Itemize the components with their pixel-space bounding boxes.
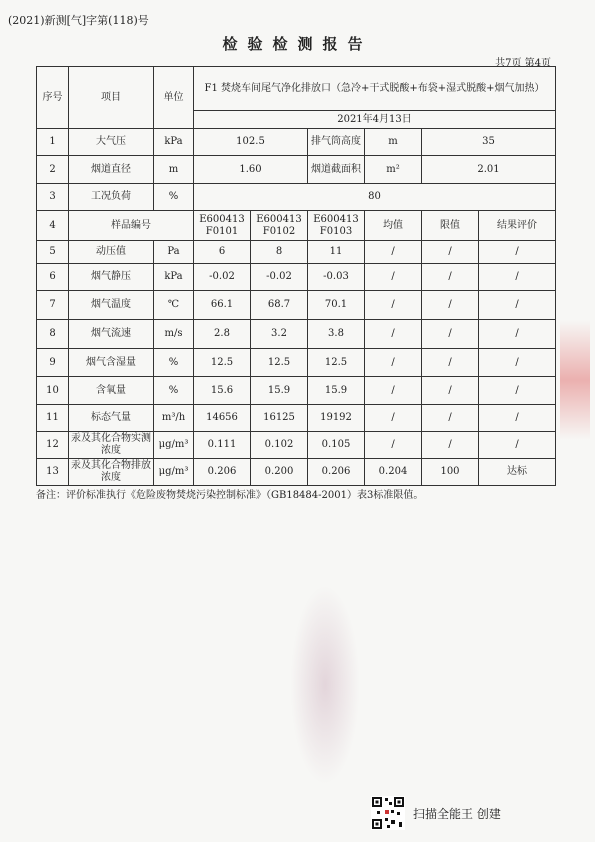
row-v2: -0.02	[251, 264, 308, 291]
header-limit: 限值	[422, 211, 479, 241]
row-item: 工况负荷	[69, 184, 154, 211]
row-value: 1.60	[194, 156, 308, 184]
row-result: /	[479, 320, 556, 349]
row-value: 102.5	[194, 129, 308, 156]
row-seq: 12	[37, 432, 69, 459]
row-unit2: m	[365, 129, 422, 156]
row-result: /	[479, 432, 556, 459]
scan-smudge	[290, 585, 360, 785]
row-v2: 68.7	[251, 291, 308, 320]
row-v1: 15.6	[194, 377, 251, 405]
row-item: 烟气含湿量	[69, 349, 154, 377]
row-limit: /	[422, 377, 479, 405]
table-row	[37, 432, 556, 459]
remark-note: 备注：评价标准执行《危险废物焚烧污染控制标准》（GB18484-2001）表3标准限值。	[36, 490, 424, 501]
row-seq: 1	[37, 129, 69, 156]
row-item: 含氧量	[69, 377, 154, 405]
row-item: 汞及其化合物排放浓度	[69, 459, 154, 486]
row-unit: m	[154, 156, 194, 184]
row-item: 样品编号	[69, 211, 194, 241]
row-v3: 12.5	[308, 349, 365, 377]
table-row	[37, 241, 556, 264]
row-limit: /	[422, 264, 479, 291]
row-item: 标态气量	[69, 405, 154, 432]
table-row	[37, 320, 556, 349]
row-limit: /	[422, 291, 479, 320]
row-v1: 6	[194, 241, 251, 264]
row-v3: 19192	[308, 405, 365, 432]
table-row	[37, 264, 556, 291]
header-result: 结果评价	[479, 211, 556, 241]
row-v3: 0.206	[308, 459, 365, 486]
row-unit: μg/m³	[154, 459, 194, 486]
row-seq: 11	[37, 405, 69, 432]
row-limit: /	[422, 349, 479, 377]
row-avg: /	[365, 432, 422, 459]
table-row	[37, 349, 556, 377]
page-info: 共7页 第4页	[495, 58, 551, 69]
row-v3: 0.105	[308, 432, 365, 459]
row-limit: 100	[422, 459, 479, 486]
scanner-brand-label: 扫描全能王 创建	[413, 806, 501, 821]
row-item2: 烟道截面积	[308, 156, 365, 184]
row-unit: ℃	[154, 291, 194, 320]
row-limit: /	[422, 320, 479, 349]
row-avg: /	[365, 405, 422, 432]
row-result: /	[479, 291, 556, 320]
row-limit: /	[422, 241, 479, 264]
row-limit: /	[422, 405, 479, 432]
row-v1: 0.206	[194, 459, 251, 486]
row-value2: 35	[422, 129, 556, 156]
row-seq: 6	[37, 264, 69, 291]
table-row	[37, 184, 556, 211]
row-v1: 66.1	[194, 291, 251, 320]
table-row	[37, 377, 556, 405]
row-unit: m³/h	[154, 405, 194, 432]
row-item: 烟气静压	[69, 264, 154, 291]
row-unit: μg/m³	[154, 432, 194, 459]
row-v2: 0.102	[251, 432, 308, 459]
row-value2: 2.01	[422, 156, 556, 184]
row-result: /	[479, 377, 556, 405]
row-avg: /	[365, 264, 422, 291]
row-unit: %	[154, 377, 194, 405]
row-result: /	[479, 241, 556, 264]
row-seq: 13	[37, 459, 69, 486]
sampling-date: 2021年4月13日	[194, 111, 556, 129]
sample-id-2: E600413 F0102	[251, 211, 308, 241]
row-v2: 16125	[251, 405, 308, 432]
qr-code-icon	[371, 796, 405, 830]
row-avg: /	[365, 377, 422, 405]
row-seq: 9	[37, 349, 69, 377]
row-value: 80	[194, 184, 556, 211]
row-item: 汞及其化合物实测浓度	[69, 432, 154, 459]
table-row	[37, 405, 556, 432]
row-seq: 7	[37, 291, 69, 320]
row-unit: Pa	[154, 241, 194, 264]
source-description: F1 焚烧车间尾气净化排放口（急冷+干式脱酸+布袋+湿式脱酸+烟气加热）	[194, 67, 556, 111]
row-v3: 70.1	[308, 291, 365, 320]
row-v1: -0.02	[194, 264, 251, 291]
row-v1: 0.111	[194, 432, 251, 459]
row-v2: 15.9	[251, 377, 308, 405]
report-title: 检验检测报告	[222, 35, 373, 53]
header-average: 均值	[365, 211, 422, 241]
seal-edge-mark	[560, 320, 590, 440]
table-row	[37, 291, 556, 320]
document-number: (2021)新测[气]字第(118)号	[8, 14, 149, 27]
sample-id-1: E600413 F0101	[194, 211, 251, 241]
row-v3: 15.9	[308, 377, 365, 405]
table-row	[37, 156, 556, 184]
row-result: /	[479, 264, 556, 291]
row-seq: 4	[37, 211, 69, 241]
row-v1: 2.8	[194, 320, 251, 349]
table-row	[37, 459, 556, 486]
report-table	[36, 66, 556, 486]
row-item: 大气压	[69, 129, 154, 156]
header-unit: 单位	[154, 67, 194, 129]
row-v1: 12.5	[194, 349, 251, 377]
row-v2: 0.200	[251, 459, 308, 486]
row-unit: %	[154, 349, 194, 377]
row-v3: -0.03	[308, 264, 365, 291]
header-seq: 序号	[37, 67, 69, 129]
row-limit: /	[422, 432, 479, 459]
sample-id-row	[37, 211, 556, 241]
row-v3: 3.8	[308, 320, 365, 349]
row-result: /	[479, 349, 556, 377]
row-v3: 11	[308, 241, 365, 264]
row-item: 烟道直径	[69, 156, 154, 184]
row-unit: m/s	[154, 320, 194, 349]
row-v2: 8	[251, 241, 308, 264]
header-item: 项目	[69, 67, 154, 129]
row-item: 烟气流速	[69, 320, 154, 349]
scanner-footer	[371, 796, 501, 830]
row-avg: 0.204	[365, 459, 422, 486]
sample-id-3: E600413 F0103	[308, 211, 365, 241]
row-seq: 2	[37, 156, 69, 184]
table-header-row	[37, 67, 556, 111]
row-item: 烟气温度	[69, 291, 154, 320]
row-v1: 14656	[194, 405, 251, 432]
row-unit: kPa	[154, 264, 194, 291]
row-avg: /	[365, 291, 422, 320]
row-result: /	[479, 405, 556, 432]
table-row	[37, 129, 556, 156]
row-seq: 10	[37, 377, 69, 405]
row-item: 动压值	[69, 241, 154, 264]
row-unit2: m²	[365, 156, 422, 184]
row-avg: /	[365, 241, 422, 264]
row-result: 达标	[479, 459, 556, 486]
row-unit: kPa	[154, 129, 194, 156]
row-unit: %	[154, 184, 194, 211]
row-v2: 3.2	[251, 320, 308, 349]
row-item2: 排气筒高度	[308, 129, 365, 156]
row-avg: /	[365, 349, 422, 377]
row-seq: 8	[37, 320, 69, 349]
row-avg: /	[365, 320, 422, 349]
row-seq: 3	[37, 184, 69, 211]
row-seq: 5	[37, 241, 69, 264]
row-v2: 12.5	[251, 349, 308, 377]
